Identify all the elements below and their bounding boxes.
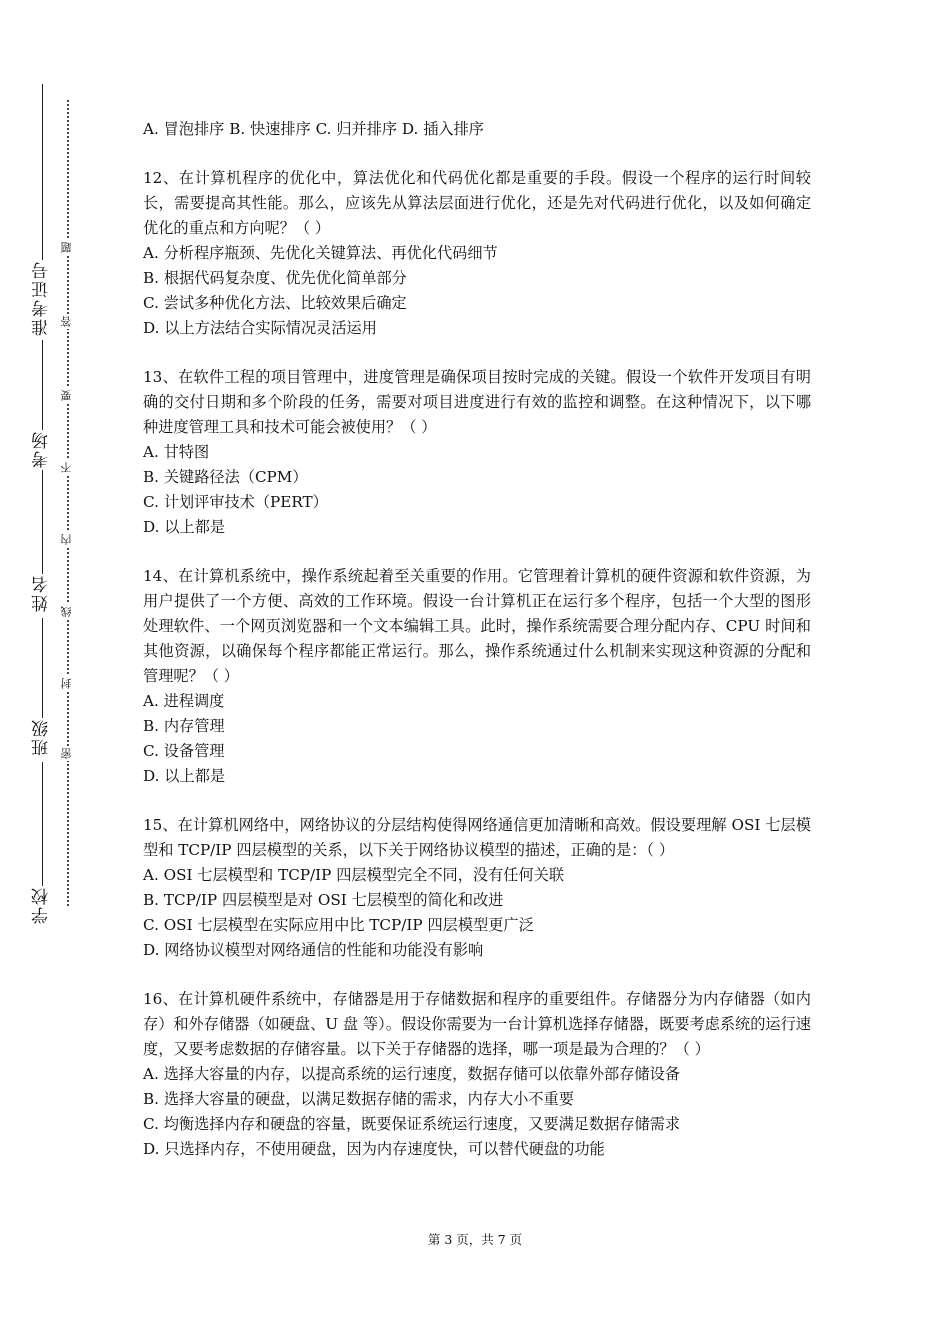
field-exam-number[interactable]: [28, 84, 56, 340]
question-11-tail: [143, 117, 811, 142]
option-d: D. 以上方法结合实际情况灵活运用: [143, 319, 377, 337]
seal-char: 线: [60, 604, 76, 619]
question-stem: 13、在软件工程的项目管理中，进度管理是确保项目按时完成的关键。假设一个软件开发项目有明确的交付日期和多个阶段的任务，需要对项目进度进行有效的监控和调整。在这种情况下，以下哪种进度管理工具和技术可能会被使用？（ ）: [143, 368, 811, 436]
seal-char: 封: [60, 676, 76, 691]
option-a: A. 选择大容量的内存，以提高系统的运行速度，数据存储可以依靠外部存储设备: [143, 1065, 680, 1083]
option-d: D. 网络协议模型对网络通信的性能和功能没有影响: [143, 941, 484, 959]
exam-room-blank[interactable]: [42, 340, 43, 430]
seal-char: 答: [60, 314, 76, 329]
seal-char: 内: [60, 532, 76, 547]
option-a: A. 甘特图: [143, 443, 210, 461]
school-label: 学校: [32, 886, 52, 924]
seal-dotted-line: [67, 100, 69, 906]
field-student-name[interactable]: [28, 470, 56, 618]
option-c: C. 尝试多种优化方法、比较效果后确定: [143, 294, 407, 312]
page-number: 第 3 页，共 7 页: [427, 1232, 523, 1247]
seal-line: [62, 100, 74, 906]
option-a: A. 进程调度: [143, 692, 225, 710]
question-stem: 16、在计算机硬件系统中，存储器是用于存储数据和程序的重要组件。存储器分为内存储器（如内存）和外存储器（如硬盘、U 盘 等）。假设你需要为一台计算机选择存储器，既要考虑系统的运行速度，又要考虑数据的存储容量。以下关于存储器的选择，哪一项是最为合理的？（ ）: [143, 990, 811, 1058]
option-c: C. 均衡选择内存和硬盘的容量，既要保证系统运行速度，又要满足数据存储需求: [143, 1115, 681, 1133]
question-16: [143, 987, 811, 1162]
class-label: 班级: [32, 718, 52, 756]
option-b: B. 关键路径法（CPM）: [143, 468, 308, 486]
seal-char: 要: [60, 388, 76, 403]
question-11-options: A. 冒泡排序 B. 快速排序 C. 归并排序 D. 插入排序: [143, 120, 484, 138]
option-c: C. 设备管理: [143, 742, 225, 760]
question-15: [143, 813, 811, 963]
option-b: B. TCP/IP 四层模型是对 OSI 七层模型的简化和改进: [143, 891, 504, 909]
option-a: A. OSI 七层模型和 TCP/IP 四层模型完全不同，没有任何关联: [143, 866, 565, 884]
option-d: D. 以上都是: [143, 518, 226, 536]
option-a: A. 分析程序瓶颈、先优化关键算法、再优化代码细节: [143, 244, 498, 262]
seal-char: 不: [60, 460, 76, 475]
question-list: [143, 117, 811, 1162]
option-c: C. 计划评审技术（PERT）: [143, 493, 328, 511]
exam-number-label: 准考证号: [32, 260, 52, 336]
question-13: [143, 365, 811, 540]
class-blank[interactable]: [42, 618, 43, 718]
student-name-blank[interactable]: [42, 470, 43, 574]
seal-char: 题: [60, 240, 76, 255]
question-stem: 15、在计算机网络中，网络协议的分层结构使得网络通信更加清晰和高效。假设要理解 OSI 七层模型和 TCP/IP 四层模型的关系，以下关于网络协议模型的描述，正确的是：（ ）: [143, 816, 811, 859]
option-c: C. OSI 七层模型在实际应用中比 TCP/IP 四层模型更广泛: [143, 916, 534, 934]
option-b: B. 根据代码复杂度、优先优化简单部分: [143, 269, 407, 287]
option-d: D. 以上都是: [143, 767, 226, 785]
question-stem: 14、在计算机系统中，操作系统起着至关重要的作用。它管理着计算机的硬件资源和软件资源，为用户提供了一个方便、高效的工作环境。假设一台计算机正在运行多个程序，包括一个大型的图形处理软件、一个网页浏览器和一个文本编辑工具。此时，操作系统需要合理分配内存、CPU 时间和其他资源，以确保每个程序都能正常运行。那么，操作系统通过什么机制来实现这种资源的分配和管理呢？（ ）: [143, 567, 811, 685]
question-stem: 12、在计算机程序的优化中，算法优化和代码优化都是重要的手段。假设一个程序的运行时间较长，需要提高其性能。那么，应该先从算法层面进行优化，还是先对代码进行优化，以及如何确定优化的重点和方向呢？（ ）: [143, 169, 811, 237]
field-class[interactable]: [28, 618, 56, 762]
option-b: B. 内存管理: [143, 717, 225, 735]
field-school[interactable]: [28, 762, 56, 930]
school-blank[interactable]: [42, 762, 43, 886]
question-12: [143, 166, 811, 341]
exam-number-blank[interactable]: [42, 84, 43, 260]
question-14: [143, 564, 811, 789]
field-exam-room[interactable]: [28, 340, 56, 470]
option-b: B. 选择大容量的硬盘，以满足数据存储的需求，内存大小不重要: [143, 1090, 574, 1108]
student-name-label: 姓名: [32, 574, 52, 612]
seal-char: 密: [60, 746, 76, 761]
exam-room-label: 考场: [32, 430, 52, 468]
option-d: D. 只选择内存，不使用硬盘，因为内存速度快，可以替代硬盘的功能: [143, 1140, 605, 1158]
